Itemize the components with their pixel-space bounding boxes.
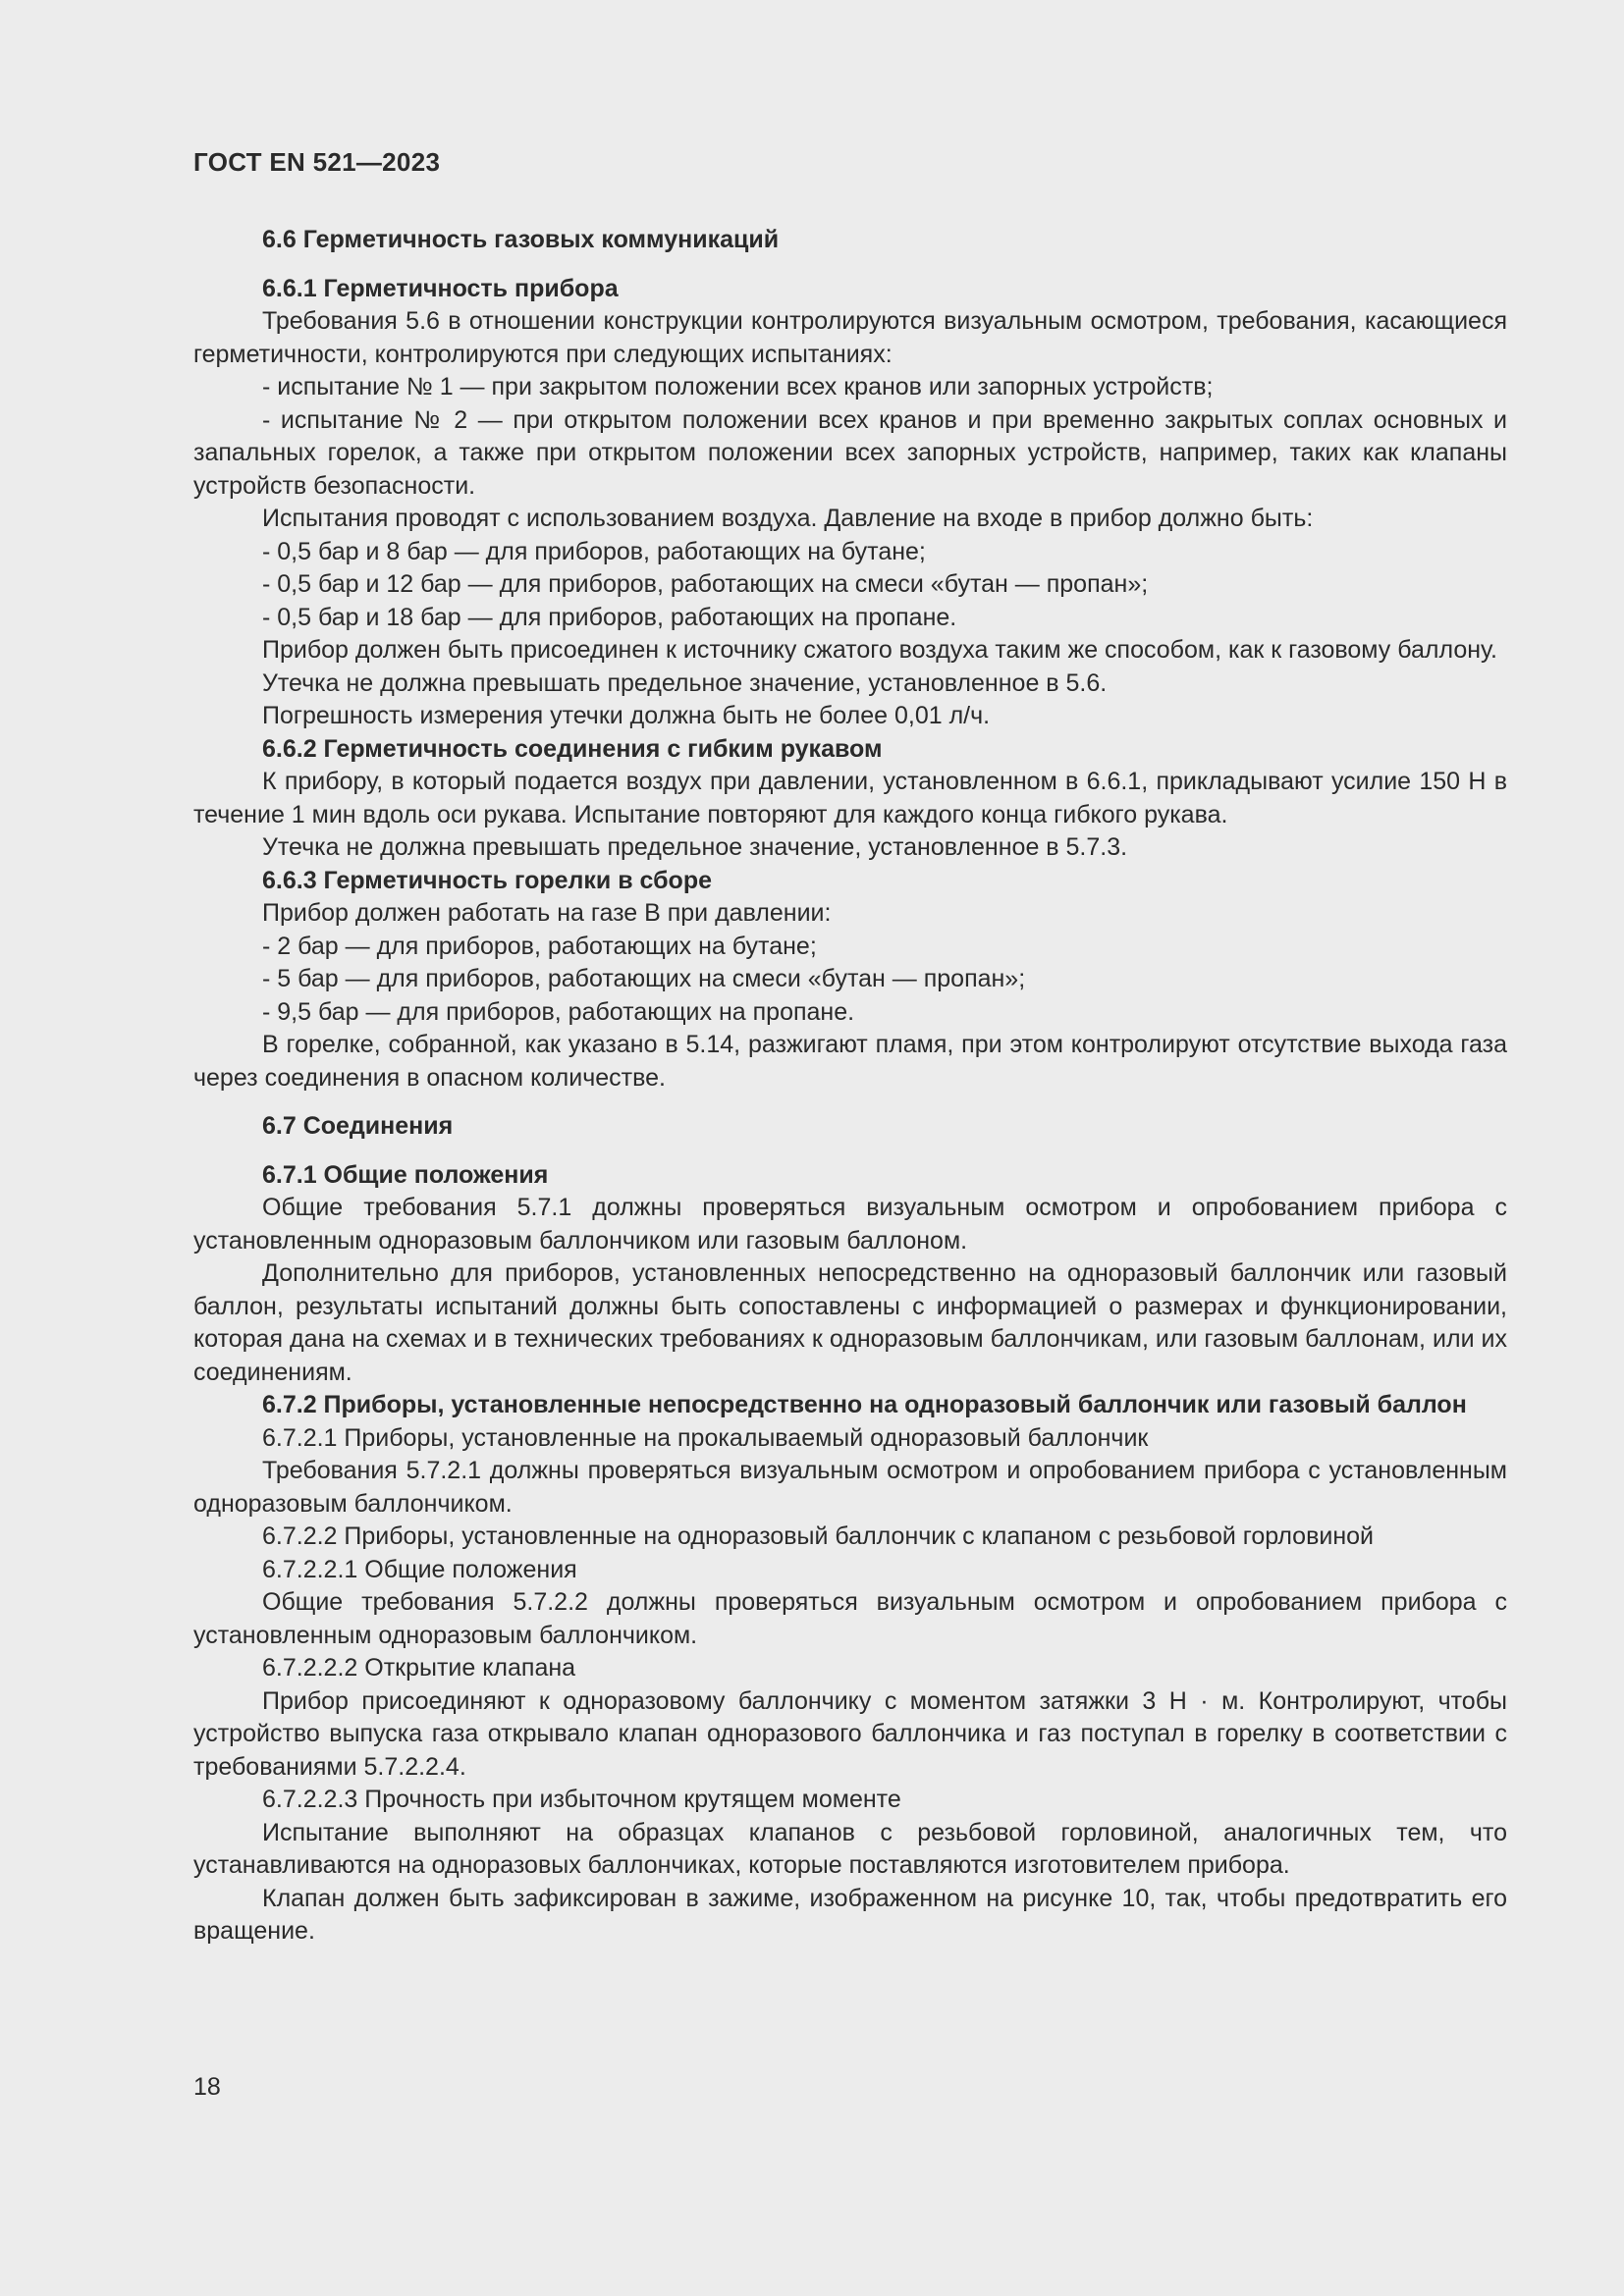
section-heading: 6.7 Соединения	[262, 1112, 454, 1140]
paragraph: Утечка не должна превышать предельное значение, установленное в 5.6.	[262, 668, 1108, 697]
paragraph: Прибор должен быть присоединен к источнику сжатого воздуха таким же способом, как к газовому баллону.	[262, 636, 1497, 664]
paragraph: Прибор присоединяют к одноразовому баллончику с моментом затяжки 3 Н · м. Контролируют, чтобы устройство выпуска газа открывало клапан одноразового баллончика и газ поступал в горелку в соответствии с требованиями 5.7.2.2.4.	[193, 1686, 1507, 1781]
paragraph: Требования 5.7.2.1 должны проверяться визуальным осмотром и опробованием прибора с установленным одноразовым баллончиком.	[193, 1457, 1507, 1518]
clause-heading: 6.7.2.2 Приборы, установленные на одноразовый баллончик с клапаном с резьбовой горловиной	[262, 1522, 1375, 1550]
document-header: ГОСТ EN 521—2023	[193, 147, 441, 177]
paragraph: Утечка не должна превышать предельное значение, установленное в 5.7.3.	[262, 833, 1128, 861]
list-item: - 5 бар — для приборов, работающих на смеси «бутан — пропан»;	[262, 965, 1026, 992]
paragraph: Погрешность измерения утечки должна быть не более 0,01 л/ч.	[262, 702, 991, 729]
document-body	[193, 224, 1507, 1949]
paragraph: Клапан должен быть зафиксирован в зажиме, изображенном на рисунке 10, так, чтобы предотвратить его вращение.	[193, 1884, 1507, 1945]
list-item: - испытание № 1 — при закрытом положении всех кранов или запорных устройств;	[262, 373, 1214, 400]
list-item: - 0,5 бар и 18 бар — для приборов, работающих на пропане.	[262, 603, 957, 631]
paragraph: К прибору, в который подается воздух при давлении, установленном в 6.6.1, прикладывают усилие 150 Н в течение 1 мин вдоль оси рукава. Испытание повторяют для каждого конца гибкого рукава.	[193, 768, 1507, 828]
list-item: - 0,5 бар и 12 бар — для приборов, работающих на смеси «бутан — пропан»;	[262, 570, 1149, 598]
subsection-heading: 6.7.2 Приборы, установленные непосредственно на одноразовый баллончик или газовый баллон	[262, 1391, 1467, 1418]
clause-heading: 6.7.2.1 Приборы, установленные на прокалываемый одноразовый баллончик	[262, 1423, 1149, 1452]
list-item: - 0,5 бар и 8 бар — для приборов, работающих на бутане;	[262, 537, 926, 565]
paragraph: Прибор должен работать на газе В при давлении:	[262, 899, 832, 927]
paragraph: В горелке, собранной, как указано в 5.14, разжигают пламя, при этом контролируют отсутствие выхода газа через соединения в опасном количестве.	[193, 1031, 1507, 1092]
clause-heading: 6.7.2.2.1 Общие положения	[262, 1555, 577, 1583]
page-number: 18	[193, 2073, 221, 2101]
subsection-heading: 6.6.2 Герметичность соединения с гибким рукавом	[262, 734, 883, 763]
paragraph: Требования 5.6 в отношении конструкции контролируются визуальным осмотром, требования, касающиеся герметичности, контролируются при следующих испытаниях:	[193, 307, 1507, 368]
section-heading: 6.6 Герметичность газовых коммуникаций	[262, 226, 780, 253]
clause-heading: 6.7.2.2.3 Прочность при избыточном крутящем моменте	[262, 1786, 901, 1813]
list-item: - 2 бар — для приборов, работающих на бутане;	[262, 932, 817, 960]
clause-heading: 6.7.2.2.2 Открытие клапана	[262, 1654, 576, 1682]
paragraph: Дополнительно для приборов, установленных непосредственно на одноразовый баллончик или газовый баллон, результаты испытаний должны быть сопоставлены с информацией о размерах и функционировании, которая дана на схемах и в технических требованиях к одноразовым баллончикам, или газовым баллонам, или их соединениям.	[193, 1259, 1507, 1386]
paragraph: Испытание выполняют на образцах клапанов с резьбовой горловиной, аналогичных тем, что устанавливаются на одноразовых баллончиках, которые поставляются изготовителем прибора.	[193, 1818, 1507, 1879]
paragraph: Общие требования 5.7.1 должны проверяться визуальным осмотром и опробованием прибора с установленным одноразовым баллончиком или газовым баллоном.	[193, 1194, 1507, 1255]
subsection-heading: 6.6.3 Герметичность горелки в сборе	[262, 866, 713, 894]
list-item: - испытание № 2 — при открытом положении всех кранов и при временно закрытых соплах основных и запальных горелок, а также при открытом положении всех запорных устройств, например, таких как клапаны устройств безопасности.	[193, 405, 1507, 500]
paragraph: Испытания проводят с использованием воздуха. Давление на входе в прибор должно быть:	[262, 505, 1314, 532]
list-item: - 9,5 бар — для приборов, работающих на пропане.	[262, 997, 855, 1026]
subsection-heading: 6.7.1 Общие положения	[262, 1160, 549, 1189]
subsection-heading: 6.6.1 Герметичность прибора	[262, 274, 619, 302]
paragraph: Общие требования 5.7.2.2 должны проверяться визуальным осмотром и опробованием прибора с установленным одноразовым баллончиком.	[193, 1588, 1507, 1649]
